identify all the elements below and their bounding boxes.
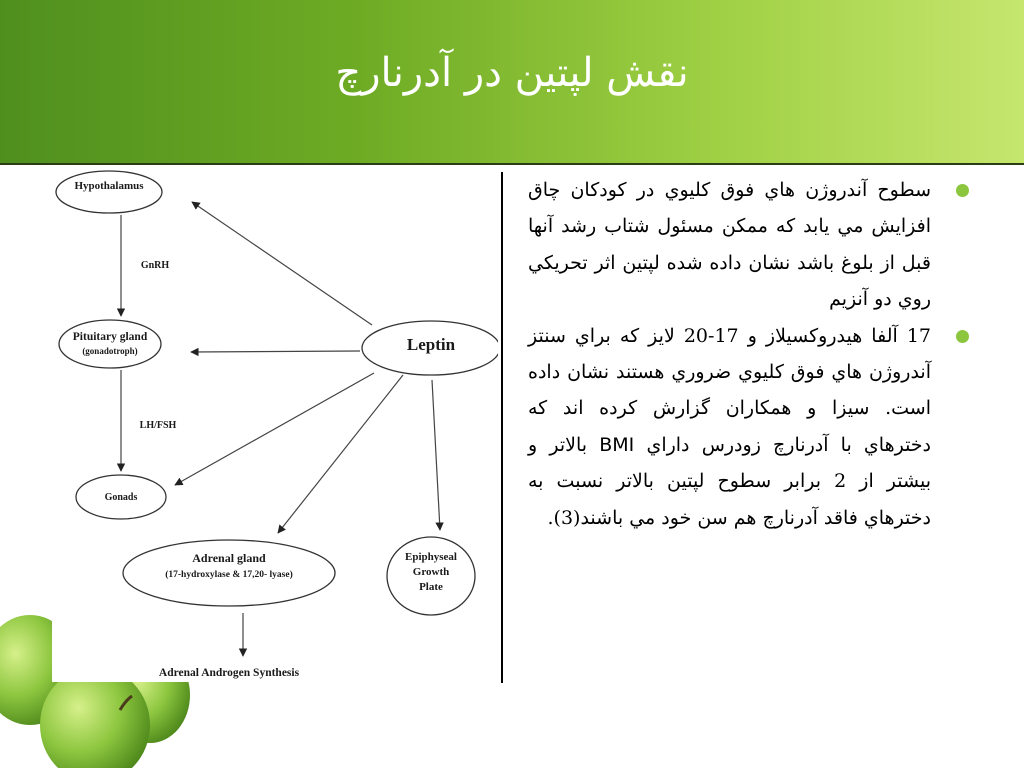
arrow-leptin-hypothalamus: [192, 202, 372, 325]
adrenal-label: Adrenal gland: [192, 551, 266, 565]
arrow-leptin-pituitary: [191, 351, 360, 352]
bullet-text-part-1: 17 آلفا هيدروكسيلاز و 17-20 لايز كه براي سنتز آندروژن هاي فوق كليوي ضروري هستند نشان داده است. سيزا و همكاران گزارش كرده اند كه دخترهاي با آدرنارچ زودرس داراي: [528, 324, 932, 456]
epiphyseal-label-2: Growth: [412, 566, 450, 578]
arrow-leptin-adrenal: [278, 375, 403, 533]
title-underline: [0, 163, 1024, 165]
arrow-leptin-epiphyseal: [432, 380, 440, 530]
synthesis-label: Adrenal Androgen Synthesis: [158, 667, 300, 679]
pituitary-node: [59, 320, 161, 368]
pituitary-label: Pituitary gland: [72, 331, 148, 343]
bullet-icon: [956, 330, 969, 343]
arrow-leptin-gonads: [175, 373, 374, 485]
leptin-label: Leptin: [406, 335, 456, 354]
bullet-text-part-2: بالاتر و بيشتر از 2 برابر سطوح لپتين بالاتر نسبت به دخترهاي فاقد آدرنارچ هم سن خود مي باشند(3).: [528, 433, 931, 529]
adrenal-sublabel: (17-hydroxylase & 17,20- lyase): [165, 570, 293, 580]
slide-title: نقش لپتين در آدرنارچ: [335, 50, 689, 96]
bullet-text: سطوح آندروژن هاي فوق كليوي در كودكان چاق افزايش مي يابد كه ممكن مسئول شتاب رشد آنها قبل از بلوغ باشد نشان داده شده لپتين اثر تحريكي روي دو آنزيم: [528, 179, 931, 311]
bmi-term: BMI: [599, 433, 635, 456]
epiphyseal-label-3: Plate: [419, 581, 443, 593]
gnrh-label: GnRH: [140, 260, 170, 271]
pituitary-sublabel: (gonadotroph): [82, 346, 138, 356]
bullet-icon: [956, 184, 969, 197]
leptin-diagram-panel: [52, 168, 498, 682]
bullet-item: [528, 318, 973, 536]
hypothalamus-node: [56, 171, 162, 213]
epiphyseal-label-1: Epiphyseal: [405, 551, 457, 563]
hypothalamus-label: Hypothalamus: [74, 180, 144, 192]
column-divider: [501, 172, 503, 683]
gonads-label: Gonads: [104, 492, 138, 503]
leptin-diagram: [52, 168, 498, 682]
lhfsh-label: LH/FSH: [139, 420, 177, 431]
bullet-item: [528, 172, 973, 318]
bullet-list: [528, 172, 973, 536]
